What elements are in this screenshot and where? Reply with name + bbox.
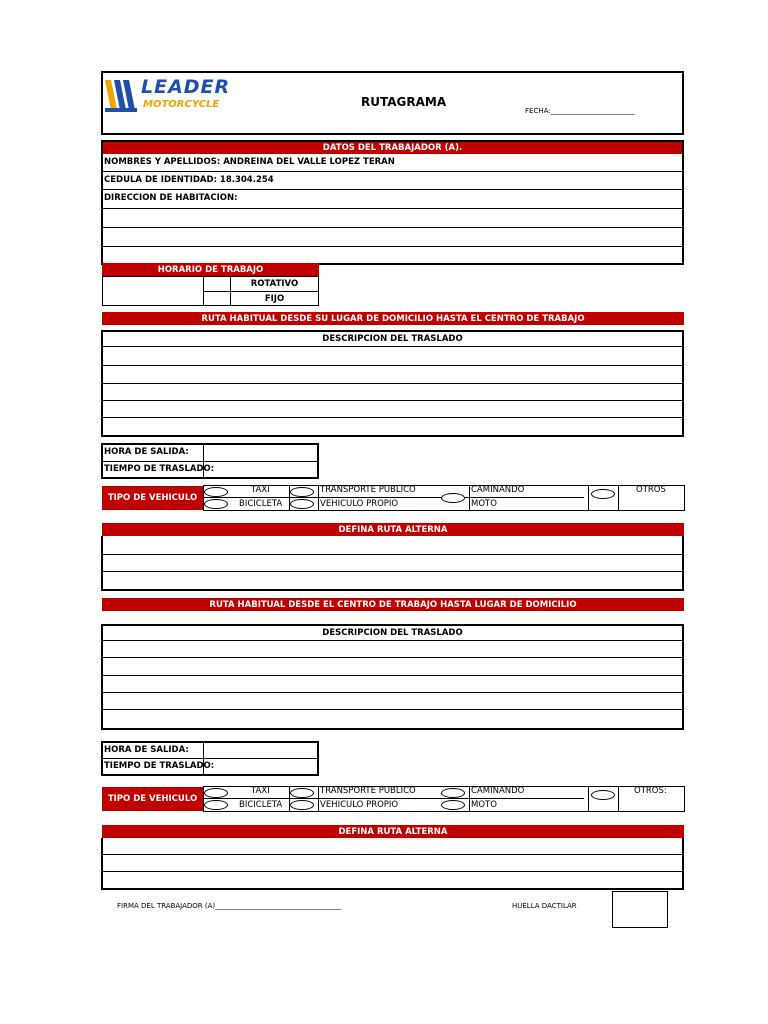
- alt-route-area-1[interactable]: [101, 536, 684, 591]
- route-to-home-title: RUTA HABITUAL DESDE EL CENTRO DE TRABAJO HASTA LUGAR DE DOMICILIO: [102, 598, 684, 611]
- vehiculo-label: VEHICULO PROPIO: [320, 499, 399, 509]
- worker-section-title: DATOS DEL TRABAJADOR (A).: [103, 142, 682, 154]
- caminando-label: CAMINANDO: [471, 485, 525, 495]
- bicicleta-label: BICICLETA: [239, 499, 283, 509]
- vehiculo-option[interactable]: [290, 499, 314, 509]
- fijo-checkbox[interactable]: [203, 291, 231, 306]
- worker-name: NOMBRES Y APELLIDOS: ANDREINA DEL VALLE LOPEZ TERAN: [104, 157, 395, 167]
- company-logo: [105, 76, 231, 116]
- route-to-work-times: [101, 443, 319, 479]
- header-box: [101, 71, 684, 135]
- worker-id: CEDULA DE IDENTIDAD: 18.304.254: [104, 175, 274, 185]
- otros-label-2: OTROS:: [634, 786, 667, 796]
- rotativo-label: ROTATIVO: [230, 276, 319, 292]
- vehiculo-label-2: VEHICULO PROPIO: [320, 800, 399, 810]
- hora-salida-label-2: HORA DE SALIDA:: [104, 745, 189, 755]
- fijo-label: FIJO: [230, 291, 319, 306]
- taxi-label-2: TAXI: [251, 786, 270, 796]
- tiempo-traslado-input-2[interactable]: [203, 759, 317, 774]
- leader-logo-icon: [105, 76, 139, 114]
- alt-route-title-1: DEFINA RUTA ALTERNA: [102, 523, 684, 536]
- transporte-option[interactable]: [290, 487, 314, 497]
- transporte-label-2: TRANSPORTE PUBLICO: [320, 786, 416, 796]
- route-to-work-desc-title: DESCRIPCION DEL TRASLADO: [322, 334, 463, 344]
- vehiculo-option-2[interactable]: [290, 800, 314, 810]
- caminando-label-2: CAMINANDO: [471, 786, 525, 796]
- otros-label: OTROS: [636, 485, 666, 495]
- transporte-label: TRANSPORTE PUBLICO: [320, 485, 416, 495]
- taxi-option[interactable]: [204, 487, 228, 497]
- bicicleta-option[interactable]: [204, 499, 228, 509]
- page-title: RUTAGRAMA: [361, 95, 447, 109]
- logo-brand: LEADER: [141, 76, 231, 98]
- moto-label: MOTO: [471, 499, 497, 509]
- vehicle-type-label-2: TIPO DE VEHICULO: [102, 787, 203, 811]
- alt-route-area-2[interactable]: [101, 838, 684, 890]
- otros-option-2[interactable]: [591, 790, 615, 800]
- worker-section: [101, 140, 684, 265]
- caminando-option-2[interactable]: [441, 788, 465, 798]
- tiempo-traslado-label-2: TIEMPO DE TRASLADO:: [104, 761, 215, 771]
- rotativo-checkbox[interactable]: [203, 276, 231, 292]
- taxi-option-2[interactable]: [204, 788, 228, 798]
- bicicleta-label-2: BICICLETA: [239, 800, 283, 810]
- fingerprint-box[interactable]: [612, 891, 668, 928]
- route-to-work-description[interactable]: [101, 330, 684, 437]
- alt-route-title-2: DEFINA RUTA ALTERNA: [102, 825, 684, 838]
- hora-salida-input-2[interactable]: [203, 743, 317, 758]
- fingerprint-label: HUELLA DACTILAR: [512, 902, 577, 910]
- hora-salida-label: HORA DE SALIDA:: [104, 447, 189, 457]
- tiempo-traslado-label: TIEMPO DE TRASLADO:: [104, 464, 215, 474]
- vehicle-row-2: [101, 786, 686, 812]
- tiempo-traslado-input[interactable]: [203, 462, 317, 477]
- route-to-home-desc-title: DESCRIPCION DEL TRASLADO: [322, 628, 463, 638]
- moto-label-2: MOTO: [471, 800, 497, 810]
- caminando-option[interactable]: [441, 493, 465, 503]
- worker-address: DIRECCION DE HABITACION:: [104, 193, 238, 203]
- moto-option-2[interactable]: [441, 800, 465, 810]
- route-to-work-title: RUTA HABITUAL DESDE SU LUGAR DE DOMICILIO HASTA EL CENTRO DE TRABAJO: [102, 312, 684, 325]
- hora-salida-input[interactable]: [203, 445, 317, 461]
- route-to-home-times: [101, 741, 319, 776]
- bicicleta-option-2[interactable]: [204, 800, 228, 810]
- signature-line[interactable]: FIRMA DEL TRABAJADOR (A)____________________________________: [117, 902, 342, 910]
- taxi-label: TAXI: [251, 485, 270, 495]
- logo-sub: MOTORCYCLE: [143, 99, 220, 110]
- transporte-option-2[interactable]: [290, 788, 314, 798]
- schedule-title: HORARIO DE TRABAJO: [102, 263, 319, 276]
- fecha-field[interactable]: FECHA:________________________: [525, 107, 635, 115]
- vehicle-type-label: TIPO DE VEHICULO: [102, 486, 203, 510]
- vehicle-row-1: [101, 485, 686, 511]
- route-to-home-description[interactable]: [101, 624, 684, 730]
- otros-option[interactable]: [591, 489, 615, 499]
